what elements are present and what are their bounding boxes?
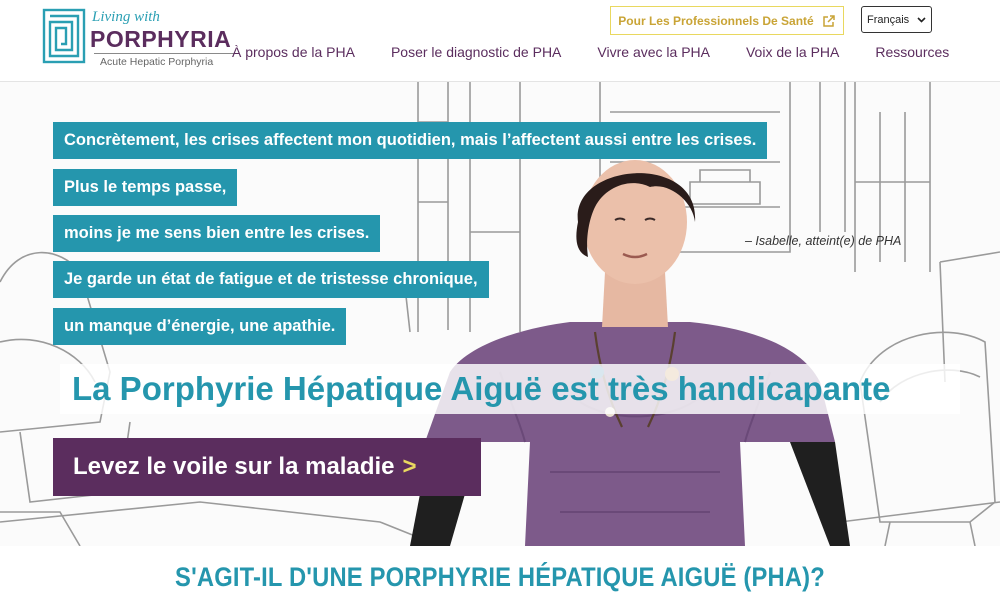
quote-line-2: Plus le temps passe, xyxy=(53,169,237,206)
learn-more-button[interactable] xyxy=(53,438,481,496)
healthcare-professionals-button[interactable] xyxy=(610,6,844,35)
site-logo[interactable] xyxy=(42,6,242,70)
hero-headline: La Porphyrie Hépatique Aiguë est très handicapante xyxy=(60,364,960,414)
quote-line-1: Concrètement, les crises affectent mon quotidien, mais l’affectent aussi entre les crises. xyxy=(53,122,767,159)
chevron-down-icon xyxy=(917,15,926,24)
nav-item-living-with[interactable]: Vivre avec la PHA xyxy=(597,44,710,60)
logo-subtitle: Acute Hepatic Porphyria xyxy=(100,56,214,68)
logo-name: PORPHYRIA xyxy=(90,26,232,52)
site-header xyxy=(0,0,1000,82)
language-selected-value: Français xyxy=(867,13,910,26)
section-title: S'AGIT-IL D'UNE PORPHYRIE HÉPATIQUE AIGUË (PHA)? xyxy=(175,562,825,592)
nav-item-about[interactable]: À propos de la PHA xyxy=(232,44,355,60)
nav-item-resources[interactable]: Ressources xyxy=(875,44,950,60)
logo-divider xyxy=(94,53,234,54)
maze-square-logo-icon xyxy=(42,6,86,66)
quote-line-3: moins je me sens bien entre les crises. xyxy=(53,215,380,252)
main-nav xyxy=(232,44,949,64)
chevron-right-icon: > xyxy=(402,453,417,480)
nav-item-voices[interactable]: Voix de la PHA xyxy=(745,44,840,60)
learn-more-label: Levez le voile sur la maladie xyxy=(73,453,395,480)
hero-banner xyxy=(0,82,1000,546)
quote-line-4: Je garde un état de fatigue et de tristesse chronique, xyxy=(53,261,489,298)
quote-attribution: – Isabelle, atteint(e) de PHA xyxy=(745,234,902,248)
logo-tagline: Living with xyxy=(92,9,160,25)
external-link-icon xyxy=(822,14,836,28)
healthcare-professionals-label: Pour Les Professionnels De Santé xyxy=(618,13,814,28)
quote-line-5: un manque d’énergie, une apathie. xyxy=(53,308,346,345)
nav-item-diagnosis[interactable]: Poser le diagnostic de PHA xyxy=(390,44,562,60)
language-select[interactable] xyxy=(861,6,932,33)
